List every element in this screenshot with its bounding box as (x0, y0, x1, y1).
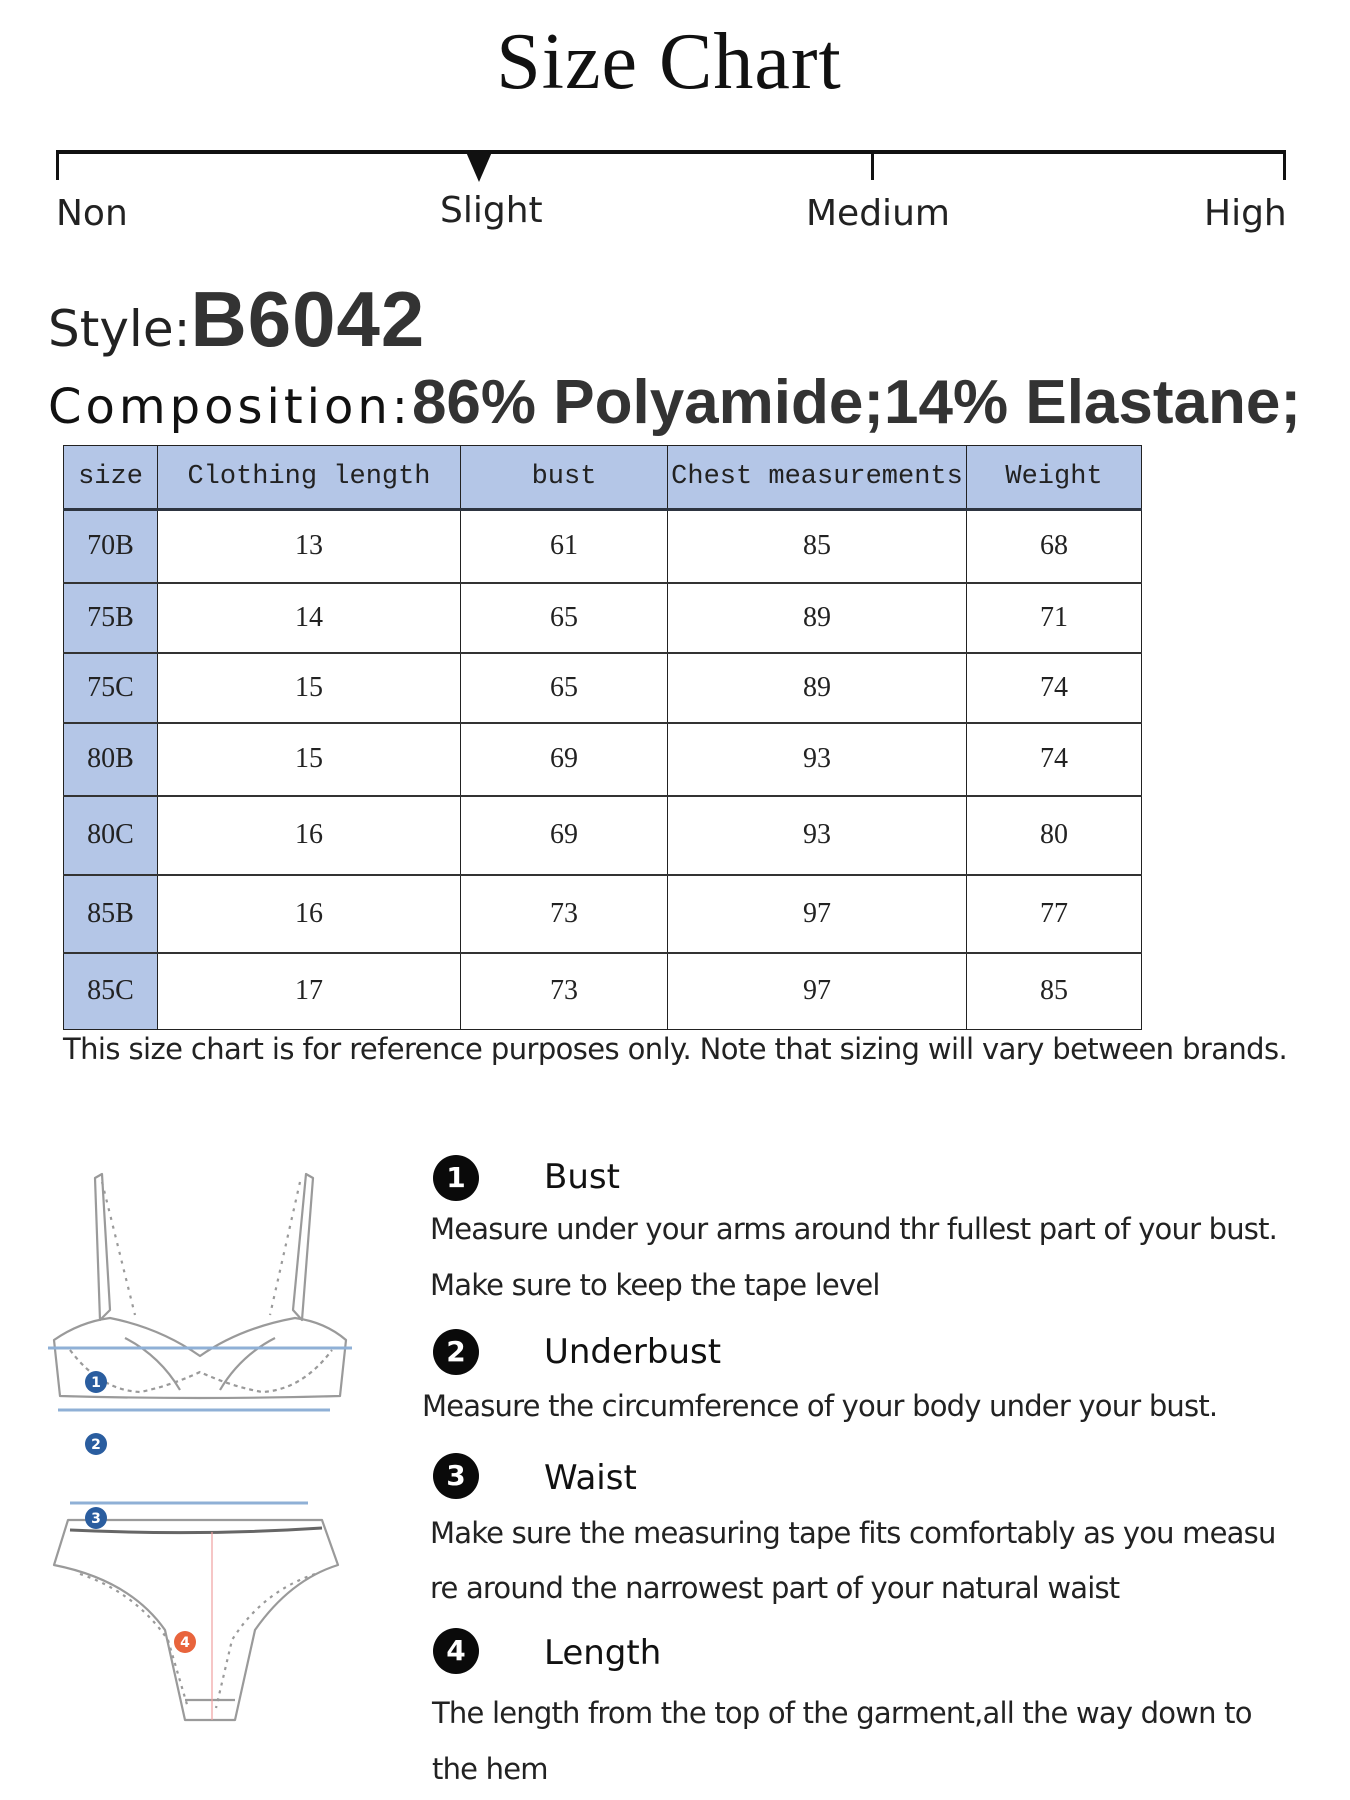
step-number-4-icon: 4 (433, 1628, 479, 1674)
step-desc-bust-line-2: Make sure to keep the tape level (430, 1268, 880, 1302)
reference-note: This size chart is for reference purposes only. Note that sizing will vary between brands. (63, 1032, 1288, 1066)
scale-tick-high (1283, 150, 1286, 180)
svg-text:1: 1 (91, 1375, 101, 1391)
chest-cell: 93 (668, 796, 967, 875)
bikini-measurement-diagram-icon (40, 1160, 360, 1760)
scale-tick-non (56, 150, 59, 180)
chest-cell: 89 (668, 653, 967, 723)
svg-text:4: 4 (180, 1635, 190, 1651)
scale-label-medium: Medium (806, 193, 950, 234)
clothing-length-cell: 16 (158, 875, 461, 953)
bust-cell: 65 (461, 653, 668, 723)
step-heading-waist: Waist (544, 1458, 637, 1498)
step-heading-length: Length (544, 1633, 662, 1673)
scale-label-non: Non (56, 193, 128, 234)
chest-cell: 89 (668, 583, 967, 653)
bust-cell: 73 (461, 953, 668, 1030)
scale-label-high: High (1204, 193, 1287, 234)
svg-text:3: 3 (91, 1511, 101, 1527)
step-heading-bust: Bust (544, 1157, 620, 1197)
weight-cell: 77 (967, 875, 1142, 953)
clothing-length-cell: 15 (158, 653, 461, 723)
column-header-size: size (64, 446, 158, 510)
step-number-3-icon: 3 (433, 1453, 479, 1499)
size-cell: 85B (64, 875, 158, 953)
table-row (64, 953, 1142, 1030)
table-header-row (64, 446, 1142, 510)
size-cell: 70B (64, 510, 158, 583)
table-row (64, 510, 1142, 583)
column-header-weight: Weight (967, 446, 1142, 510)
chest-cell: 85 (668, 510, 967, 583)
size-cell: 75C (64, 653, 158, 723)
composition-label: Composition: (48, 379, 412, 435)
clothing-length-cell: 14 (158, 583, 461, 653)
table-row (64, 796, 1142, 875)
bust-cell: 69 (461, 796, 668, 875)
bust-cell: 73 (461, 875, 668, 953)
step-desc-length-line-2: the hem (432, 1752, 548, 1786)
clothing-length-cell: 17 (158, 953, 461, 1030)
weight-cell: 85 (967, 953, 1142, 1030)
table-row (64, 583, 1142, 653)
column-header-chest-measurements: Chest measurements (668, 446, 967, 510)
column-header-clothing-length: Clothing length (158, 446, 461, 510)
style-label: Style: (48, 300, 191, 358)
weight-cell: 71 (967, 583, 1142, 653)
step-number-1-icon: 1 (433, 1155, 479, 1201)
down-triangle-pointer-icon (466, 152, 492, 182)
step-number-2-icon: 2 (433, 1329, 479, 1375)
chest-cell: 97 (668, 875, 967, 953)
scale-tick-medium (871, 150, 874, 180)
size-cell: 75B (64, 583, 158, 653)
step-desc-length-line-1: The length from the top of the garment,all the way down to (432, 1696, 1252, 1730)
scale-line (56, 150, 1286, 154)
scale-label-slight: Slight (440, 190, 543, 231)
composition-row (48, 368, 1302, 437)
style-row (48, 275, 426, 363)
bust-cell: 65 (461, 583, 668, 653)
size-cell: 80C (64, 796, 158, 875)
bust-cell: 61 (461, 510, 668, 583)
clothing-length-cell: 15 (158, 723, 461, 796)
table-row (64, 653, 1142, 723)
column-header-bust: bust (461, 446, 668, 510)
bust-cell: 69 (461, 723, 668, 796)
weight-cell: 68 (967, 510, 1142, 583)
table-row (64, 875, 1142, 953)
step-heading-underbust: Underbust (544, 1332, 722, 1372)
composition-value: 86% Polyamide;14% Elastane; (411, 368, 1302, 437)
weight-cell: 80 (967, 796, 1142, 875)
size-cell: 80B (64, 723, 158, 796)
step-desc-waist-line-1: Make sure the measuring tape fits comfortably as you measu (430, 1516, 1276, 1550)
clothing-length-cell: 13 (158, 510, 461, 583)
step-desc-waist-line-2: re around the narrowest part of your natural waist (430, 1571, 1120, 1605)
page-title: Size Chart (496, 18, 842, 106)
chest-cell: 97 (668, 953, 967, 1030)
weight-cell: 74 (967, 723, 1142, 796)
size-cell: 85C (64, 953, 158, 1030)
clothing-length-cell: 16 (158, 796, 461, 875)
svg-text:2: 2 (91, 1437, 101, 1453)
chest-cell: 93 (668, 723, 967, 796)
step-desc-bust-line-1: Measure under your arms around thr fullest part of your bust. (430, 1212, 1278, 1246)
table-row (64, 723, 1142, 796)
weight-cell: 74 (967, 653, 1142, 723)
style-value: B6042 (190, 275, 426, 363)
step-desc-underbust: Measure the circumference of your body under your bust. (422, 1389, 1218, 1423)
size-table (63, 445, 1142, 1030)
